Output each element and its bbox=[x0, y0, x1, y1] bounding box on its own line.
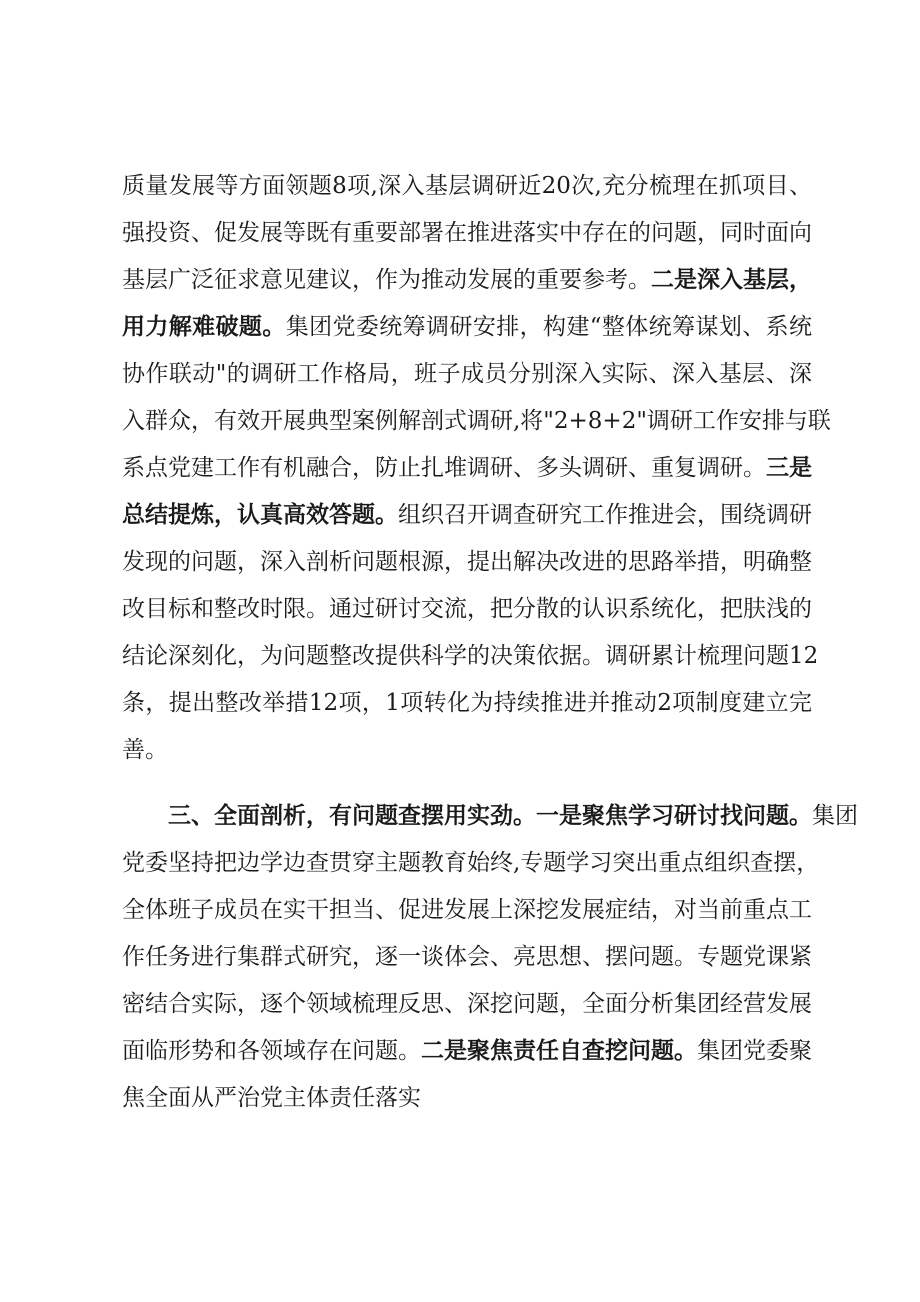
text-segment: 集团 bbox=[812, 803, 858, 829]
text-line bbox=[122, 980, 812, 1028]
text-segment: 基层广泛征求意见建议，作为推动发展的重要参考。 bbox=[122, 267, 651, 293]
text-segment: 焦全面从严治党主体责任落实 bbox=[122, 1085, 421, 1111]
text-line bbox=[122, 256, 812, 304]
text-segment: 面临形势和各领域存在问题。 bbox=[122, 1038, 421, 1064]
bold-text-segment: 二是聚焦责任自查挖问题。 bbox=[421, 1037, 697, 1064]
text-segment: 条，提出整改举措12项，1项转化为持续推进并推动2项制度建立完 bbox=[122, 690, 812, 716]
text-line bbox=[122, 933, 812, 981]
text-line bbox=[122, 679, 812, 727]
text-line bbox=[122, 303, 812, 351]
text-segment: 质量发展等方面领题8项,深入基层调研近20次,充分梳理在抓项目、 bbox=[122, 173, 812, 199]
text-segment: 强投资、促发展等既有重要部署在推进落实中存在的问题，同时面向 bbox=[122, 220, 812, 246]
text-segment: 善。 bbox=[122, 737, 168, 763]
text-segment: 密结合实际，逐个领域梳理反思、深挖问题，全面分析集团经营发展 bbox=[122, 991, 812, 1017]
text-line bbox=[122, 491, 812, 539]
text-line bbox=[168, 792, 858, 840]
text-line bbox=[122, 209, 812, 257]
text-segment: 党委坚持把边学边查贯穿主题教育始终,专题学习突出重点组织查摆， bbox=[122, 850, 820, 876]
text-line bbox=[122, 726, 812, 774]
bold-text-segment: 总结提炼，认真高效答题。 bbox=[122, 501, 398, 528]
bold-text-segment: 一是聚焦学习研讨找问题。 bbox=[536, 802, 812, 829]
text-segment: 改目标和整改时限。通过研讨交流，把分散的认识系统化，把肤浅的 bbox=[122, 596, 812, 622]
text-segment: 作任务进行集群式研究，逐一谈体会、亮思想、摆问题。专题党课紧 bbox=[122, 944, 812, 970]
text-line bbox=[122, 350, 812, 398]
text-line bbox=[122, 1027, 812, 1075]
bold-text-segment: 三是 bbox=[766, 454, 812, 481]
text-segment: 系点党建工作有机融合，防止扎堆调研、多头调研、重复调研。 bbox=[122, 455, 766, 481]
text-line bbox=[122, 839, 820, 887]
bold-text-segment: 二是深入基层， bbox=[651, 266, 812, 293]
text-segment: 集团党委聚 bbox=[697, 1038, 812, 1064]
text-line bbox=[122, 538, 812, 586]
text-line bbox=[122, 585, 812, 633]
text-segment: 协作联动"的调研工作格局，班子成员分别深入实际、深入基层、深 bbox=[122, 361, 812, 387]
text-segment: 发现的问题，深入剖析问题根源，提出解决改进的思路举措，明确整 bbox=[122, 549, 812, 575]
text-segment: 结论深刻化，为问题整改提供科学的决策依据。调研累计梳理问题12 bbox=[122, 643, 819, 669]
text-line bbox=[122, 886, 812, 934]
text-line bbox=[122, 632, 819, 680]
text-line bbox=[122, 444, 812, 492]
text-segment: 全体班子成员在实干担当、促进发展上深挖发展症结，对当前重点工 bbox=[122, 897, 812, 923]
text-segment: 集团党委统筹调研安排，构建“整体统筹谋划、系统 bbox=[285, 314, 812, 340]
bold-text-segment: 三、全面剖析，有问题查摆用实劲。 bbox=[168, 802, 536, 829]
text-line bbox=[122, 162, 812, 210]
text-line bbox=[122, 1074, 812, 1122]
text-segment: 组织召开调查研究工作推进会，围绕调研 bbox=[398, 502, 812, 528]
text-line bbox=[122, 397, 831, 445]
text-segment: 入群众，有效开展典型案例解剖式调研,将"2+8+2"调研工作安排与联 bbox=[122, 408, 831, 434]
bold-text-segment: 用力解难破题。 bbox=[122, 313, 286, 340]
